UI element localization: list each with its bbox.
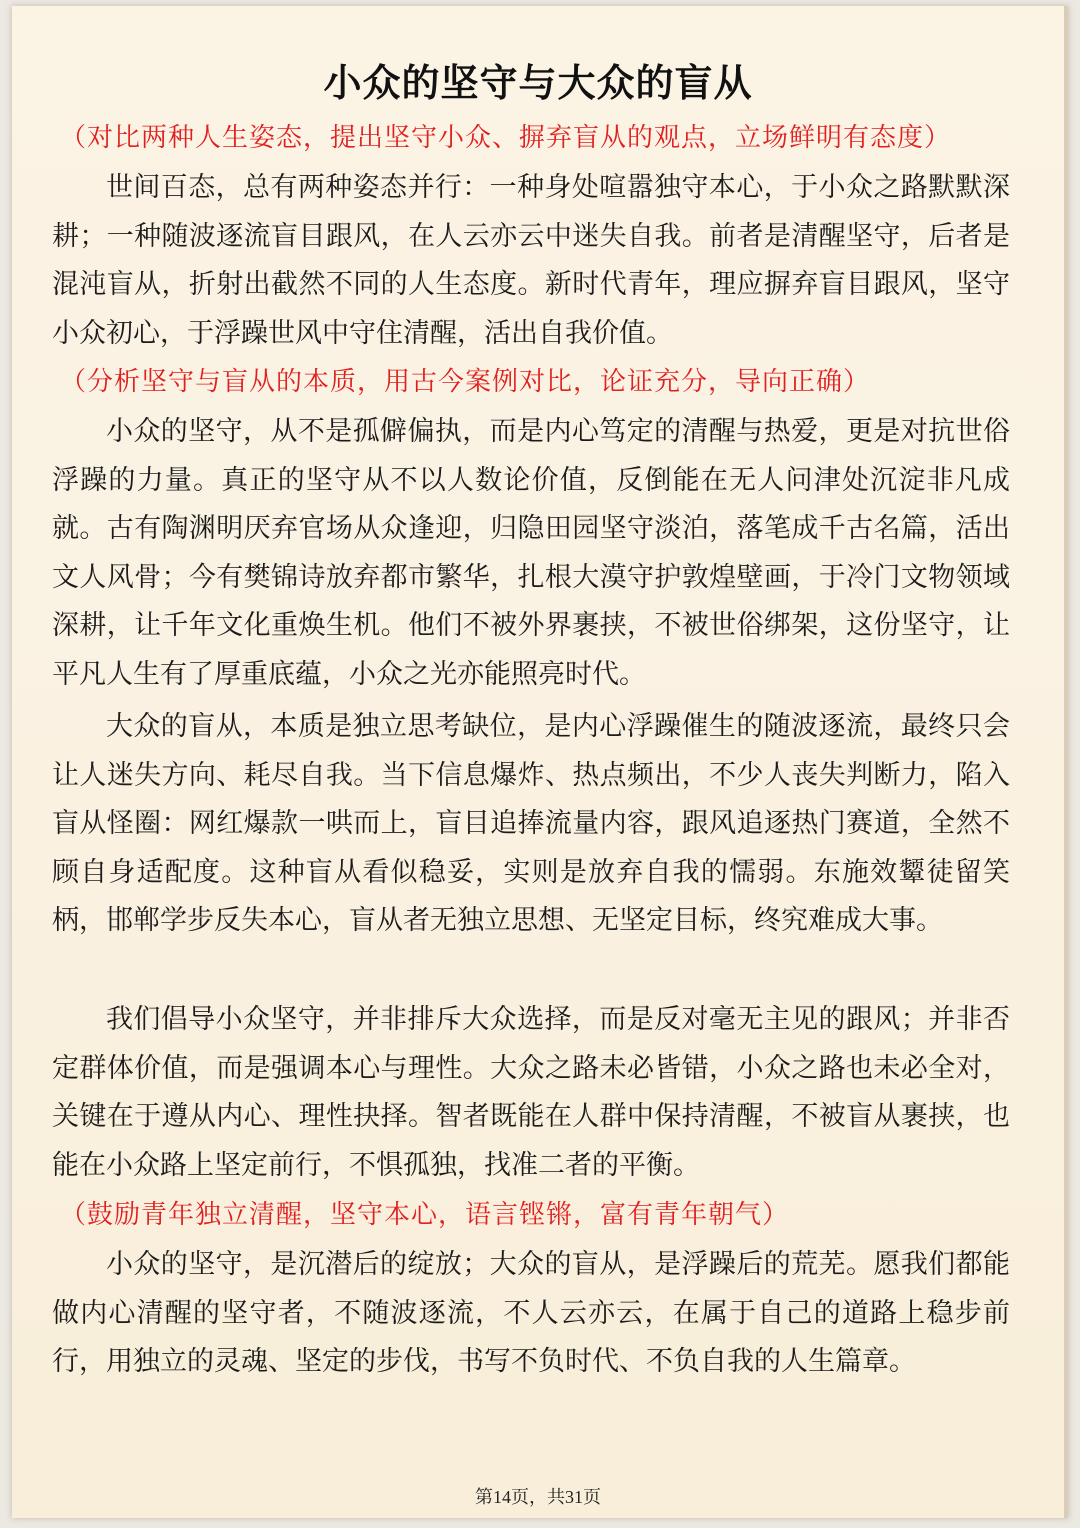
- paragraph-persistence: 小众的坚守，从不是孤僻偏执，而是内心笃定的清醒与热爱，更是对抗世俗浮躁的力量。真正的坚守从不以人数论价值，反倒能在无人问津处沉淀非凡成就。古有陶渊明厌弃官场从众逢迎，归隐田园坚守淡泊，落笔成千古名篇，活出文人风骨；今有樊锦诗放弃都市繁华，扎根大漠守护敦煌壁画，于冷门文物领域深耕，让千年文化重焕生机。他们不被外界裹挟，不被世俗绑架，这份坚守，让平凡人生有了厚重底蕴，小众之光亦能照亮时代。: [52, 416, 1010, 690]
- paragraph-intro: 世间百态，总有两种姿态并行：一种身处喧嚣独守本心，于小众之路默默深耕；一种随波逐流盲目跟风，在人云亦云中迷失自我。前者是清醒坚守，后者是混沌盲从，折射出截然不同的人生态度。新时代青年，理应摒弃盲目跟风，坚守小众初心，于浮躁世风中守住清醒，活出自我价值。: [52, 172, 1010, 349]
- essay-title: 小众的坚守与大众的盲从: [323, 61, 753, 105]
- page-number: 第14页，共31页: [475, 1487, 601, 1507]
- document-page: [12, 6, 1068, 1518]
- annotation-conclusion: （鼓励青年独立清醒，坚守本心，语言铿锵，富有青年朝气）: [60, 1200, 790, 1230]
- paragraph-balance: 我们倡导小众坚守，并非排斥大众选择，而是反对毫无主见的跟风；并非否定群体价值，而是强调本心与理性。大众之路未必皆错，小众之路也未必全对，关键在于遵从内心、理性抉择。智者既能在人群中保持清醒，不被盲从裹挟，也能在小众路上坚定前行，不惧孤独，找准二者的平衡。: [52, 1004, 1010, 1181]
- paragraph-conclusion: 小众的坚守，是沉潜后的绽放；大众的盲从，是浮躁后的荒芜。愿我们都能做内心清醒的坚守者，不随波逐流，不人云亦云，在属于自己的道路上稳步前行，用独立的灵魂、坚定的步伐，书写不负时代、不负自我的人生篇章。: [52, 1249, 1010, 1377]
- annotation-body: （分析坚守与盲从的本质，用古今案例对比，论证充分，导向正确）: [60, 367, 871, 397]
- paragraph-conformity: 大众的盲从，本质是独立思考缺位，是内心浮躁催生的随波逐流，最终只会让人迷失方向、耗尽自我。当下信息爆炸、热点频出，不少人丧失判断力，陷入盲从怪圈：网红爆款一哄而上，盲目追捧流量内容，跟风追逐热门赛道，全然不顾自身适配度。这种盲从看似稳妥，实则是放弃自我的懦弱。东施效颦徒留笑柄，邯郸学步反失本心，盲从者无独立思想、无坚定目标，终究难成大事。: [52, 711, 1010, 936]
- annotation-intro: （对比两种人生姿态，提出坚守小众、摒弃盲从的观点，立场鲜明有态度）: [60, 123, 952, 153]
